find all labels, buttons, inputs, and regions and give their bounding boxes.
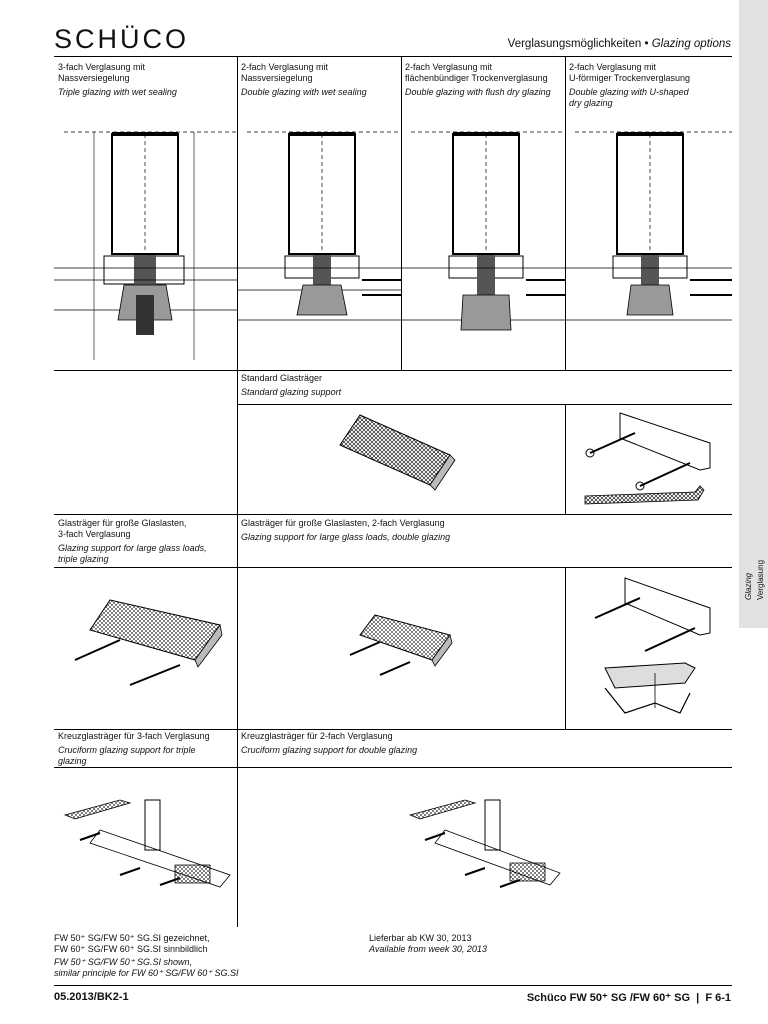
note-en-1: FW 50⁺ SG/FW 50⁺ SG.SI shown, bbox=[54, 957, 193, 967]
caption-cross-triple: Kreuzglasträger für 3-fach Verglasung Cruciform glazing support for triple glazing bbox=[58, 731, 210, 766]
note-de-1: FW 50⁺ SG/FW 50⁺ SG.SI gezeichnet, bbox=[54, 933, 210, 943]
large-double-support-drawing bbox=[350, 610, 460, 680]
section-drawing-3 bbox=[401, 120, 565, 360]
caption-standard-support: Standard Glasträger Standard glazing support bbox=[241, 373, 342, 397]
availability-note bbox=[369, 933, 669, 955]
footer-rule bbox=[54, 985, 732, 986]
divider bbox=[237, 404, 732, 405]
side-tab-line2: Verglasung bbox=[756, 559, 765, 600]
cross-triple-drawing bbox=[60, 795, 235, 895]
cross-double-drawing bbox=[405, 795, 565, 895]
divider bbox=[54, 729, 732, 730]
caption-double-wet: 2-fach Verglasung mit Nassversiegelung Double glazing with wet sealing bbox=[241, 62, 367, 97]
divider bbox=[565, 567, 566, 729]
caption-triple-wet: 3-fach Verglasung mit Nassversiegelung Triple glazing with wet sealing bbox=[58, 62, 177, 97]
caption-double-flush-dry: 2-fach Verglasung mit flächenbündiger Trockenverglasung Double glazing with flush dry glazing bbox=[405, 62, 551, 97]
divider bbox=[54, 370, 732, 371]
divider bbox=[54, 567, 732, 568]
availability-de: Lieferbar ab KW 30, 2013 bbox=[369, 933, 472, 943]
header-rule bbox=[54, 56, 732, 57]
caption-cross-double: Kreuzglasträger für 2-fach Verglasung Cruciform glazing support for double glazing bbox=[241, 731, 418, 755]
divider bbox=[54, 767, 732, 768]
footer-code: 05.2013/BK2-1 bbox=[54, 991, 129, 1003]
divider bbox=[54, 514, 732, 515]
note-en-2: similar principle for FW 60⁺ SG/FW 60⁺ SG.SI bbox=[54, 968, 239, 978]
title-de: Verglasungsmöglichkeiten • bbox=[507, 38, 649, 50]
brand-logo: SCHÜCO bbox=[54, 24, 190, 54]
section-drawing-4 bbox=[565, 120, 732, 360]
side-tab bbox=[739, 0, 768, 628]
caption-double-u-dry: 2-fach Verglasung mit U-förmiger Trockenverglasung Double glazing with U-shaped dry glazing bbox=[569, 62, 691, 108]
side-tab-line1: Glazing bbox=[744, 572, 753, 600]
standard-support-parts-drawing bbox=[580, 408, 720, 510]
caption-large-triple: Glasträger für große Glaslasten, 3-fach Verglasung Glazing support for large glass loads, triple glazing bbox=[58, 518, 207, 564]
model-note bbox=[54, 933, 354, 979]
section-drawing-1 bbox=[54, 120, 237, 360]
availability-en: Available from week 30, 2013 bbox=[369, 944, 487, 954]
caption-large-double: Glasträger für große Glaslasten, 2-fach Verglasung Glazing support for large glass loads, double glazing bbox=[241, 518, 451, 542]
standard-support-drawing bbox=[340, 410, 460, 490]
page-title bbox=[508, 38, 731, 50]
large-triple-support-drawing bbox=[70, 595, 230, 695]
title-en: Glazing options bbox=[651, 38, 731, 50]
divider bbox=[565, 404, 566, 514]
note-de-2: FW 60⁺ SG/FW 60⁺ SG.SI sinnbildlich bbox=[54, 944, 208, 954]
section-drawing-2 bbox=[237, 120, 401, 360]
large-support-parts-drawing bbox=[585, 573, 720, 723]
footer-product: Schüco FW 50⁺ SG /FW 60⁺ SG | F 6-1 bbox=[526, 992, 731, 1004]
